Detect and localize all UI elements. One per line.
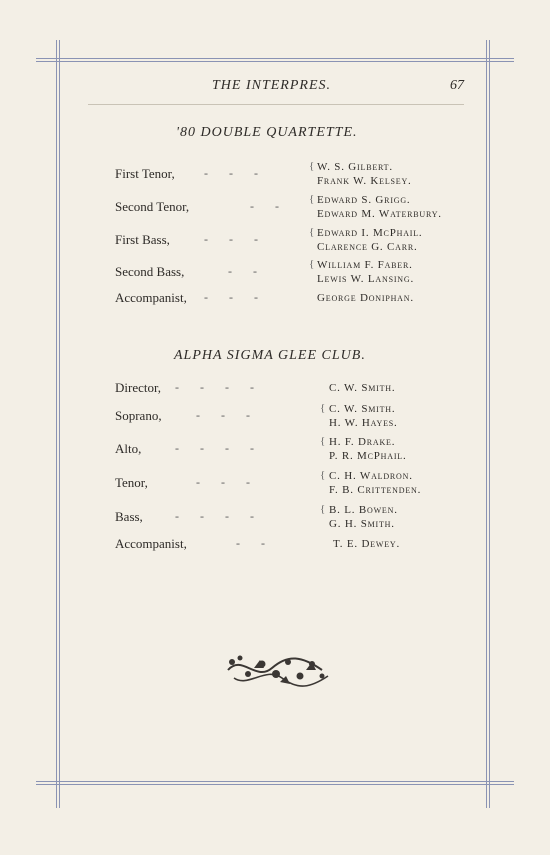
border-top-rule-1 (36, 58, 514, 59)
member-names (326, 435, 407, 463)
leader-dashes: - - - - (175, 380, 254, 394)
role-label: Accompanist, (115, 536, 187, 551)
member-name: George Doniphan. (317, 292, 414, 304)
member-names (314, 291, 414, 305)
brace-icon: { (309, 226, 315, 238)
leader-dashes: - - - - (175, 509, 254, 523)
section-title-glee-club: ALPHA SIGMA GLEE CLUB. (174, 348, 366, 363)
border-bottom-rule-2 (36, 784, 514, 785)
brace-icon: { (320, 503, 326, 515)
member-name: Edward S. Grigg. (317, 194, 411, 206)
roster-row (0, 536, 550, 566)
member-names (314, 258, 414, 286)
running-title: THE INTERPRES. (212, 78, 331, 93)
member-name: H. F. Drake. (329, 436, 396, 448)
member-name: Clarence G. Carr. (317, 241, 418, 253)
leader-dashes: - - - (204, 232, 258, 246)
roster-row (0, 226, 550, 256)
member-name: William F. Faber. (317, 259, 413, 271)
member-name: C. W. Smith. (329, 382, 396, 394)
brace-icon: { (309, 160, 315, 172)
member-names (326, 402, 398, 430)
roster-row (0, 503, 550, 533)
brace-icon: { (320, 435, 326, 447)
member-name: G. H. Smith. (329, 518, 395, 530)
role-label: Second Bass, (115, 264, 185, 279)
member-names (314, 226, 422, 254)
member-names (326, 381, 395, 395)
roster-row (0, 435, 550, 465)
running-header (100, 78, 468, 98)
leader-dashes: - - (250, 199, 279, 213)
roster-row (0, 160, 550, 190)
member-names (326, 503, 398, 531)
floral-ornament-icon (222, 648, 334, 697)
member-names (326, 469, 421, 497)
member-name: H. W. Hayes. (329, 417, 398, 429)
leader-dashes: - - - (196, 475, 250, 489)
leader-dashes: - - - - (175, 441, 254, 455)
roster-row (0, 469, 550, 499)
roster-row (0, 402, 550, 432)
leader-dashes: - - (236, 536, 265, 550)
role-label: Bass, (115, 509, 143, 524)
brace-icon: { (320, 469, 326, 481)
role-label: Soprano, (115, 408, 162, 423)
header-divider (88, 104, 464, 105)
member-name: C. H. Waldron. (329, 470, 413, 482)
member-names (314, 193, 442, 221)
roster-row (0, 258, 550, 288)
member-name: B. L. Bowen. (329, 504, 398, 516)
member-name: Edward I. McPhail. (317, 227, 423, 239)
member-name: F. B. Crittenden. (329, 484, 422, 496)
role-label: Alto, (115, 441, 142, 456)
page-number: 67 (450, 78, 464, 93)
border-top-rule-2 (36, 61, 514, 62)
brace-icon: { (309, 258, 315, 270)
role-label: Tenor, (115, 475, 148, 490)
role-label: Director, (115, 380, 162, 395)
leader-dashes: - - - (196, 408, 250, 422)
member-name: Edward M. Waterbury. (317, 208, 442, 220)
member-name: T. E. Dewey. (333, 538, 401, 550)
role-label: Accompanist, (115, 290, 187, 305)
role-label: First Tenor, (115, 166, 175, 181)
role-label: First Bass, (115, 232, 170, 247)
leader-dashes: - - - (204, 290, 258, 304)
member-name: C. W. Smith. (329, 403, 396, 415)
brace-icon: { (320, 402, 326, 414)
member-name: W. S. Gilbert. (317, 161, 393, 173)
leader-dashes: - - - (204, 166, 258, 180)
member-name: Frank W. Kelsey. (317, 175, 412, 187)
roster-row (0, 290, 550, 320)
border-bottom-rule-1 (36, 781, 514, 782)
leader-dashes: - - (228, 264, 257, 278)
member-name: Lewis W. Lansing. (317, 273, 415, 285)
roster-row (0, 193, 550, 223)
member-names (330, 537, 400, 551)
section-title-double-quartette: '80 DOUBLE QUARTETTE. (176, 125, 358, 140)
member-names (314, 160, 412, 188)
role-label: Second Tenor, (115, 199, 190, 214)
member-name: P. R. McPhail. (329, 450, 407, 462)
brace-icon: { (309, 193, 315, 205)
